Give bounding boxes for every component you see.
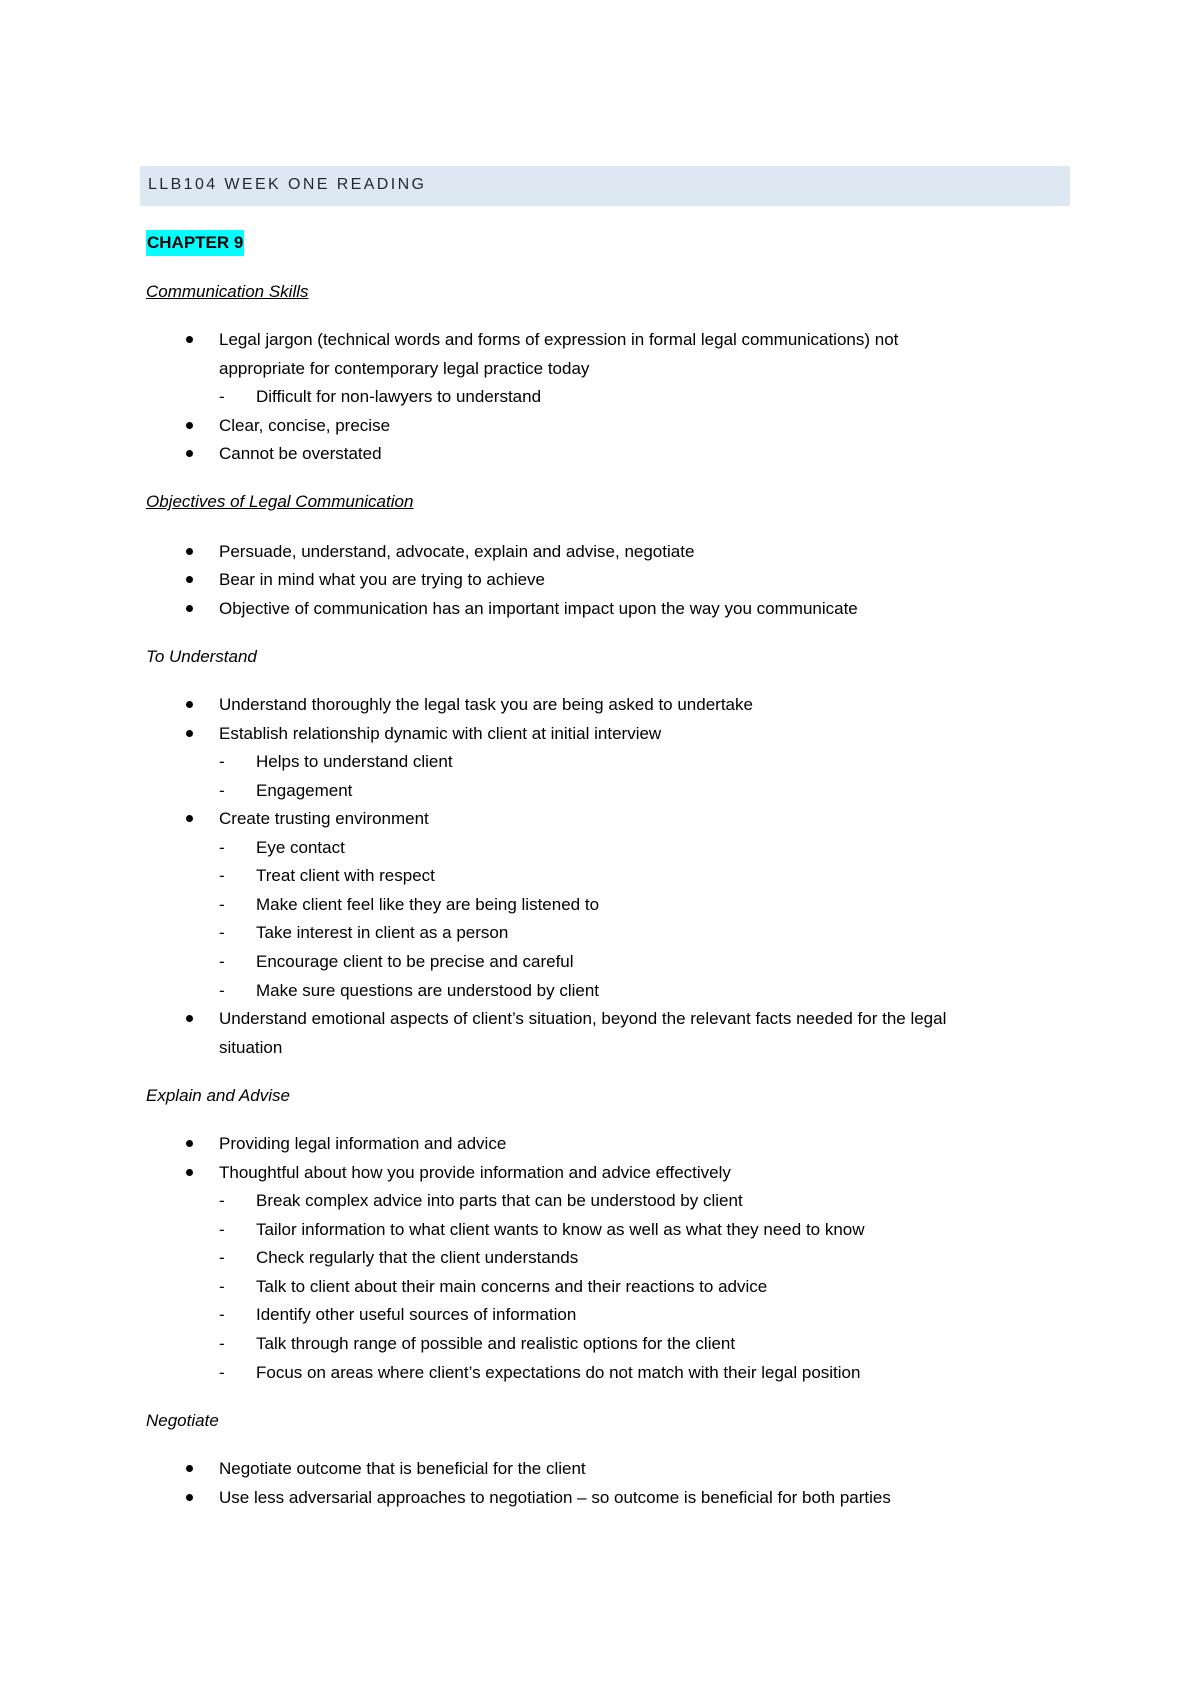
dash-icon: - <box>219 1248 225 1267</box>
sub-list-item-text: Take interest in client as a person <box>256 923 509 942</box>
sub-list-item-text: Focus on areas where client’s expectations do not match with their legal position <box>256 1363 861 1382</box>
dash-icon: - <box>219 1277 225 1296</box>
dash-icon: - <box>219 981 225 1000</box>
list-item-text: Use less adversarial approaches to negotiation – so outcome is beneficial for both parties <box>219 1488 891 1507</box>
bullet-icon <box>186 576 193 583</box>
list-item-text: situation <box>219 1038 283 1057</box>
section-heading-explain-and-advise: Explain and Advise <box>146 1086 290 1105</box>
sub-list-item-text: Break complex advice into parts that can be understood by client <box>256 1191 743 1210</box>
bullet-icon <box>186 1494 193 1501</box>
list-item-text: Providing legal information and advice <box>219 1134 507 1153</box>
bullet-icon <box>186 1015 193 1022</box>
dash-icon: - <box>219 1191 225 1210</box>
section-heading-negotiate: Negotiate <box>146 1411 219 1430</box>
dash-icon: - <box>219 1220 225 1239</box>
sub-list-item-text: Treat client with respect <box>256 866 435 885</box>
sub-list-item-text: Check regularly that the client understands <box>256 1248 579 1267</box>
list-item-text: Clear, concise, precise <box>219 416 391 435</box>
list-item-text: Objective of communication has an important impact upon the way you communicate <box>219 599 858 618</box>
sub-list-item-text: Difficult for non-lawyers to understand <box>256 387 542 406</box>
title-bar <box>140 166 1070 206</box>
list-item-text: Understand emotional aspects of client’s situation, beyond the relevant facts needed for the legal <box>219 1009 947 1028</box>
sub-list-item-text: Helps to understand client <box>256 752 453 771</box>
bullet-icon <box>186 1465 193 1472</box>
list-item-text: appropriate for contemporary legal practice today <box>219 359 590 378</box>
section-heading-communication-skills: Communication Skills <box>146 282 309 301</box>
bullet-icon <box>186 815 193 822</box>
dash-icon: - <box>219 1363 225 1382</box>
dash-icon: - <box>219 923 225 942</box>
list-item-text: Bear in mind what you are trying to achieve <box>219 570 546 589</box>
sub-list-item-text: Tailor information to what client wants to know as well as what they need to know <box>256 1220 865 1239</box>
bullet-icon <box>186 548 193 555</box>
dash-icon: - <box>219 781 225 800</box>
list-item-text: Persuade, understand, advocate, explain and advise, negotiate <box>219 542 695 561</box>
sub-list-item-text: Talk to client about their main concerns and their reactions to advice <box>256 1277 768 1296</box>
list-item-text: Establish relationship dynamic with client at initial interview <box>219 724 662 743</box>
sub-list-item-text: Identify other useful sources of information <box>256 1305 577 1324</box>
sub-list-item-text: Engagement <box>256 781 353 800</box>
sub-list-item-text: Eye contact <box>256 838 345 857</box>
bullet-icon <box>186 450 193 457</box>
dash-icon: - <box>219 838 225 857</box>
list-item-text: Create trusting environment <box>219 809 429 828</box>
sub-list-item-text: Make client feel like they are being listened to <box>256 895 600 914</box>
sub-list-item-text: Talk through range of possible and realistic options for the client <box>256 1334 736 1353</box>
section-heading-objectives: Objectives of Legal Communication <box>146 492 414 511</box>
bullet-icon <box>186 1169 193 1176</box>
sub-list-item-text: Encourage client to be precise and careful <box>256 952 574 971</box>
section-heading-to-understand: To Understand <box>146 647 257 666</box>
bullet-icon <box>186 1140 193 1147</box>
dash-icon: - <box>219 895 225 914</box>
document-title: LLB104 WEEK ONE READING <box>148 176 427 193</box>
dash-icon: - <box>219 1305 225 1324</box>
bullet-icon <box>186 605 193 612</box>
list-item-text: Cannot be overstated <box>219 444 382 463</box>
bullet-icon <box>186 701 193 708</box>
bullet-icon <box>186 730 193 737</box>
list-item-text: Understand thoroughly the legal task you are being asked to undertake <box>219 695 753 714</box>
dash-icon: - <box>219 952 225 971</box>
bullet-icon <box>186 336 193 343</box>
dash-icon: - <box>219 387 225 406</box>
bullet-icon <box>186 422 193 429</box>
list-item-text: Negotiate outcome that is beneficial for the client <box>219 1459 586 1478</box>
sub-list-item-text: Make sure questions are understood by client <box>256 981 600 1000</box>
dash-icon: - <box>219 1334 225 1353</box>
chapter-label: CHAPTER 9 <box>146 230 244 256</box>
list-item-text: Legal jargon (technical words and forms of expression in formal legal communications) not <box>219 330 899 349</box>
list-item-text: Thoughtful about how you provide information and advice effectively <box>219 1163 731 1182</box>
dash-icon: - <box>219 866 225 885</box>
dash-icon: - <box>219 752 225 771</box>
